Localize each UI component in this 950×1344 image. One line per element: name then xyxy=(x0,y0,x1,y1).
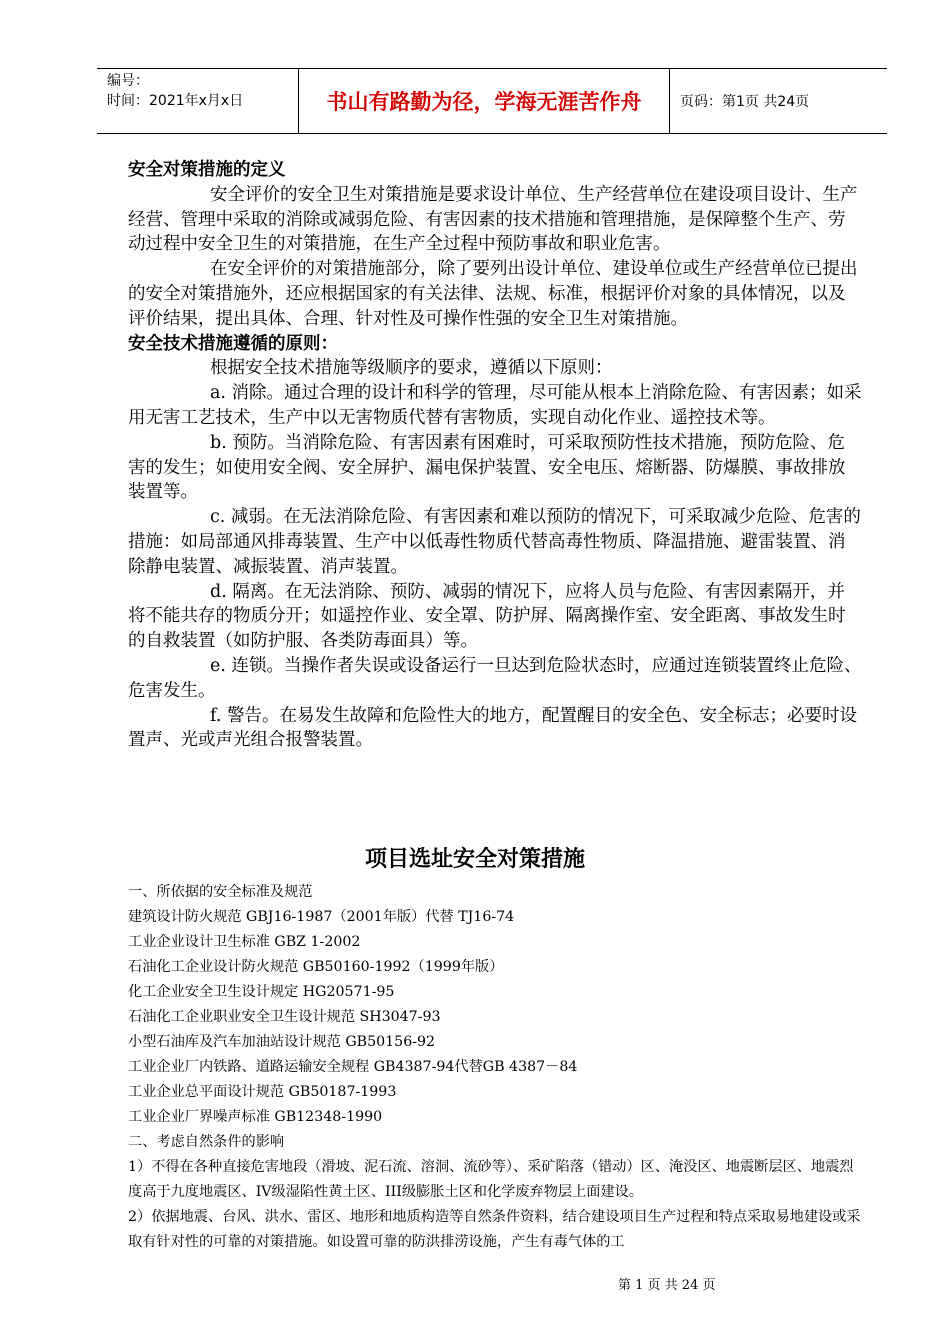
header-meta xyxy=(97,69,299,133)
number-label: 编号： xyxy=(107,73,149,89)
principle-c: c. 减弱。在无法消除危险、有害因素和难以预防的情况下，可采取减少危险、危害的措施：如局部通风排毒装置、生产中以低毒性物质代替高毒性物质、降温措施、避雷装置、消除静电装置、减振装置、消声装置。 xyxy=(128,507,861,577)
principle-b: b. 预防。当消除危险、有害因素有困难时，可采取预防性技术措施，预防危险、危害的发生；如使用安全阀、安全屏护、漏电保护装置、安全电压、熔断器、防爆膜、事故排放装置等。 xyxy=(128,432,846,503)
principle-e: e. 连锁。当操作者失误或设备运行一旦达到危险状态时，应通过连锁装置终止危险、危害发生。 xyxy=(128,655,862,701)
standard-item: 石油化工企业职业安全卫生设计规范 SH3047-93 xyxy=(128,1009,441,1025)
standard-item: 工业企业设计卫生标准 GBZ 1-2002 xyxy=(128,934,361,950)
standard-item: 石油化工企业设计防火规范 GB50160-1992（1999年版） xyxy=(128,959,504,975)
principle-f: f. 警告。在易发生故障和危险性大的地方，配置醒目的安全色、安全标志；必要时设置声、光或声光组合报警装置。 xyxy=(128,705,857,751)
standard-item: 小型石油库及汽车加油站设计规范 GB50156-92 xyxy=(128,1034,436,1050)
standard-item: 工业企业厂内铁路、道路运输安全规程 GB4387-94代替GB 4387－84 xyxy=(128,1059,578,1075)
section-heading-principles: 安全技术措施遵循的原则： xyxy=(128,333,338,354)
natural-conditions-heading: 二、考虑自然条件的影响 xyxy=(128,1134,285,1150)
paragraph: 1）不得在各种直接危害地段（滑坡、泥石流、溶洞、流砂等）、采矿陷落（错动）区、淹没区、地震断层区、地震烈度高于九度地震区、IV级湿陷性黄土区、III级膨胀土区和化学废弃物层上面建设。 xyxy=(128,1159,854,1200)
page-header xyxy=(97,68,887,134)
paragraph: 在安全评价的对策措施部分，除了要列出设计单位、建设单位或生产经营单位已提出的安全对策措施外，还应根据国家的有关法律、法规、标准，根据评价对象的具体情况，以及评价结果，提出具体、合理、针对性及可操作性强的安全卫生对策措施。 xyxy=(128,259,858,329)
principle-a: a. 消除。通过合理的设计和科学的管理，尽可能从根本上消除危险、有害因素；如采用无害工艺技术，生产中以无害物质代替有害物质，实现自动化作业、遥控技术等。 xyxy=(128,383,862,428)
standard-item: 工业企业总平面设计规范 GB50187-1993 xyxy=(128,1084,397,1100)
standards-heading: 一、所依据的安全标准及规范 xyxy=(128,884,313,900)
section-heading-definition: 安全对策措施的定义 xyxy=(128,160,286,180)
standard-item: 建筑设计防火规范 GBJ16-1987（2001年版）代替 TJ16-74 xyxy=(128,909,515,925)
main-text xyxy=(128,158,862,753)
standard-item: 工业企业厂界噪声标准 GB12348-1990 xyxy=(128,1109,383,1125)
principle-d: d. 隔离。在无法消除、预防、减弱的情况下，应将人员与危险、有害因素隔开，并将不能共存的物质分开；如遥控作业、安全罩、防护屏、隔离操作室、安全距离、事故发生时的自救装置（如防护服、各类防毒面具）等。 xyxy=(128,581,846,652)
header-page-label: 页码：第1页 共24页 xyxy=(680,94,810,110)
paragraph: 安全评价的安全卫生对策措施是要求设计单位、生产经营单位在建设项目设计、生产经营、管理中采取的消除或减弱危险、有害因素的技术措施和管理措施，是保障整个生产、劳动过程中安全卫生的对策措施，在生产全过程中预防事故和职业危害。 xyxy=(128,184,858,255)
paragraph: 根据安全技术措施等级顺序的要求，遵循以下原则： xyxy=(210,358,613,379)
section-title: 项目选址安全对策措施 xyxy=(364,847,585,872)
standard-item: 化工企业安全卫生设计规定 HG20571-95 xyxy=(128,984,395,1000)
page-footer: 第 1 页 共 24 页 xyxy=(618,1278,716,1293)
standards-text xyxy=(128,880,864,1255)
header-motto: 书山有路勤为径，学海无涯苦作舟 xyxy=(299,69,670,133)
time-label: 时间：2021年x月x日 xyxy=(107,93,244,109)
paragraph: 2）依据地震、台风、洪水、雷区、地形和地质构造等自然条件资料，结合建设项目生产过程和特点采取易地建设或采取有针对性的可靠的对策措施。如设置可靠的防洪排涝设施，产生有毒气体的工 xyxy=(128,1209,861,1250)
